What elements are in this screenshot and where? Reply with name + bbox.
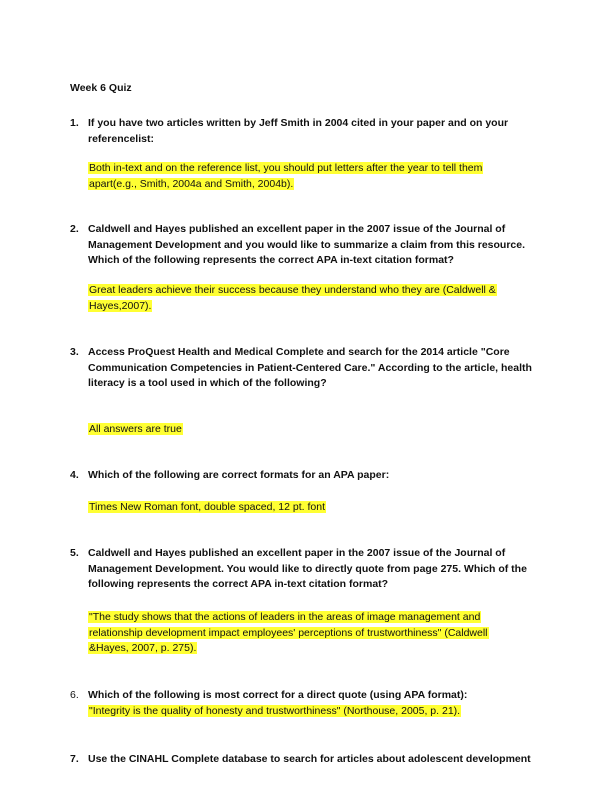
highlighted-answer: All answers are true <box>89 423 182 435</box>
highlighted-answer: "The study shows that the actions of leaders in the areas of image management and relationship development impact employees' perceptions of trustworthiness" (Caldwell &Hayes, 2007, p. 275). <box>89 611 488 654</box>
highlighted-answer: Times New Roman font, double spaced, 12 pt. font <box>89 501 325 513</box>
question-number: 1. <box>70 117 79 129</box>
answer-4 <box>88 500 528 516</box>
highlighted-answer: "Integrity is the quality of honesty and trustworthiness" (Northouse, 2005, p. 21). <box>89 705 461 717</box>
highlighted-answer: Both in-text and on the reference list, you should put letters after the year to tell them apart(e.g., Smith, 2004a and Smith, 2004b). <box>89 162 483 190</box>
question-4 <box>70 468 540 484</box>
question-text: Use the CINAHL Complete database to search for articles about adolescent development <box>88 753 531 765</box>
question-number: 6. <box>70 689 79 701</box>
question-text: If you have two articles written by Jeff Smith in 2004 cited in your paper and on your referencelist: <box>88 117 509 145</box>
answer-2 <box>88 283 528 314</box>
answer-1 <box>88 161 528 192</box>
question-text: Caldwell and Hayes published an excellent paper in the 2007 issue of the Journal of Management Development and you would like to summarize a claim from this resource. Which of the following represents the correct APA in-text citation format? <box>88 223 526 266</box>
answer-5 <box>88 610 528 657</box>
question-number: 7. <box>70 753 79 765</box>
question-number: 2. <box>70 223 79 235</box>
question-text: Which of the following is most correct for a direct quote (using APA format): <box>88 689 468 701</box>
highlighted-answer: Great leaders achieve their success because they understand who they are (Caldwell & Hayes,2007). <box>89 284 496 312</box>
question-5 <box>70 546 540 593</box>
question-3 <box>70 345 540 392</box>
question-2 <box>70 222 540 269</box>
question-number: 5. <box>70 547 79 559</box>
question-1 <box>70 116 540 147</box>
question-text: Which of the following are correct formats for an APA paper: <box>88 469 390 481</box>
page-title: Week 6 Quiz <box>70 82 132 94</box>
question-number: 3. <box>70 346 79 358</box>
question-text: Access ProQuest Health and Medical Complete and search for the 2014 article "Core Communication Competencies in Patient-Centered Care." According to the article, health literacy is a tool used in which of the following? <box>88 346 532 389</box>
answer-6 <box>88 704 478 720</box>
question-7 <box>70 752 540 768</box>
question-text: Caldwell and Hayes published an excellent paper in the 2007 issue of the Journal of Management Development. You would like to directly quote from page 275. Which of the following represents the correct APA in-text citation format? <box>88 547 527 590</box>
question-6 <box>70 688 540 704</box>
answer-3 <box>88 422 528 438</box>
question-number: 4. <box>70 469 79 481</box>
